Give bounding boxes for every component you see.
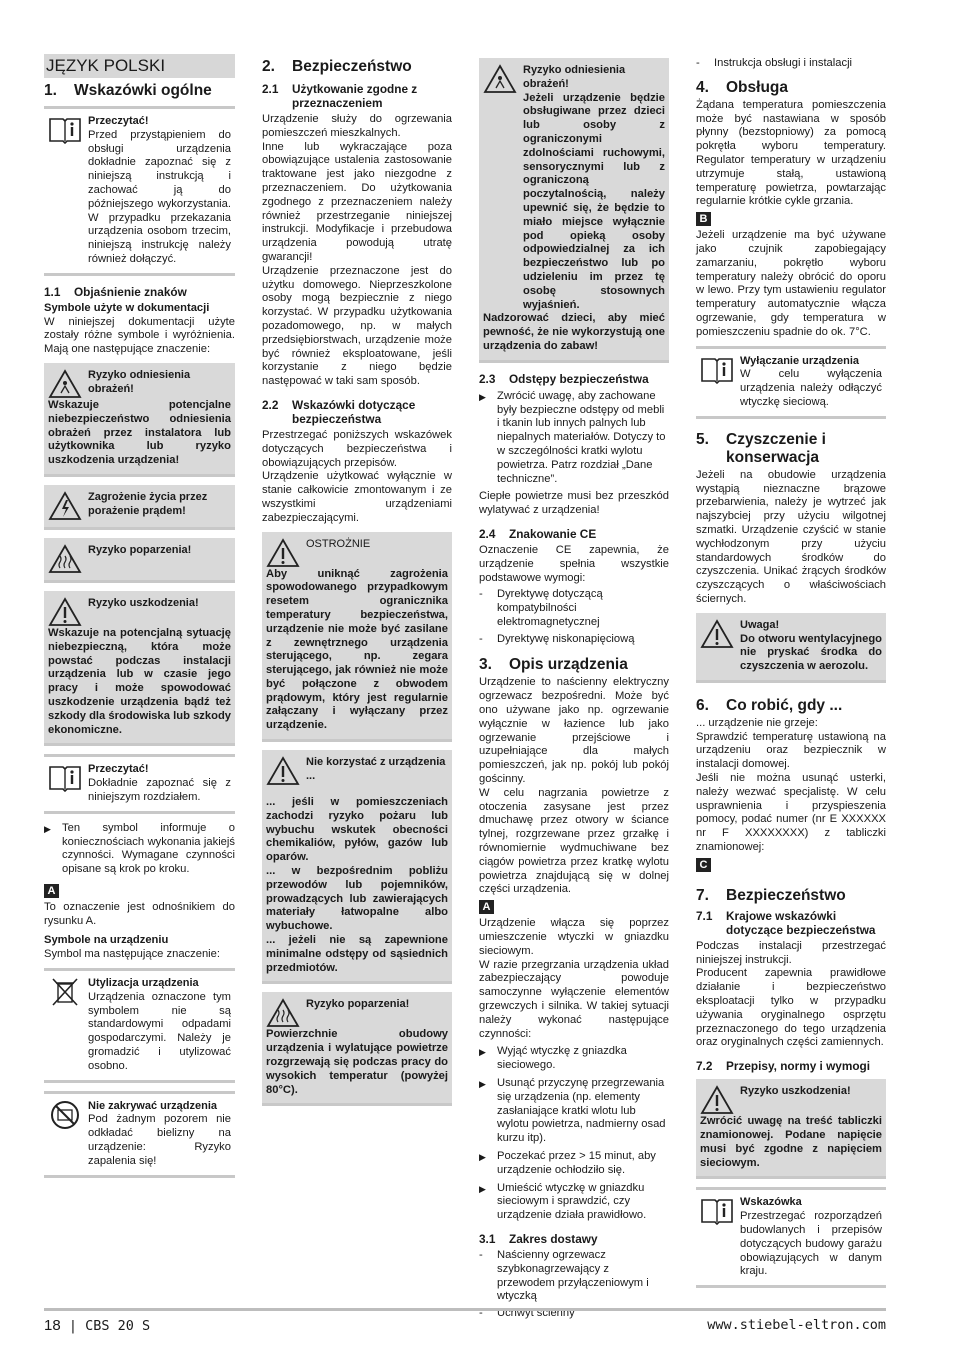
column-3: Ryzyko odniesienia obrażeń! Jeżeli urządzenie będzie obsługiwane przez dzieci lub osoby z ograniczonymi zdolnościami ruchowymi, sensorycznymi lub z ograniczoną poczytalnością, należy upewnić się, że będzie to miało miejsce wyłącznie pod opieką osoby odpowiedzialnej za ich bezpieczeństwo lub po udzieleniu im przez tę osobę stosownych wyjaśnień. Nadzorować dzieci, aby mieć pewność, że nie wykorzystują one urządzenia do zabaw! 2.3 Odstępy bezpieczeństwa ▶ Zwrócić uwagę, aby zachowane były bezpieczne odstępy od mebli i tkanin lub innych palnych lub niepalnych materiałów. Dotyczy to w szczególności kratki wylotu powietrza. Patrz rozdział „Dane techniczne”. Ciepłe powietrze musi bez przeszkód wylatywać z urządzenia! 2.4 Znakowanie CE Oznaczenie CE zapewnia, że urządzenie spełnia wszystkie podstawowe wymogi: - Dyrektywę dotyczącą kompatybilności elektromagnetycznej - Dyrektywę niskonapięciową 3. Opis urządzenia Urządzenie to naścienny elektryczny ogrzewacz bezpośredni. Może być ono używane jako np. ogrzewanie wyłącznie w łazience lub jako ogrzewanie przejściowe i uzupełniające dla małych pomieszczeń, jak np. pokój lub pokój gościnny. W celu nagrzania powietrze z otoczenia zasysane jest przez dmuchawę przez otwory w ściance tylnej, rozgrzewane przez grzałkę i równomiernie wydmuchiwane bez ciągów powietrza przez kratkę wylotu powietrza znajdującą się w dolnej części urządzenia. A Urządzenie włącza się poprzez umieszczenie wtyczki w gniazdku sieciowym. W razie przegrzania urządzenia układ zabezpieczający powoduje samoczynne wyłączenie elementów grzewczych i silnika. W takiej sytuacji należy wykonać następujące czynności: ▶ Wyjąć wtyczkę z gniazdka sieciowego. ▶ Usunąć przyczynę przegrzewania się urządzenia (np. elementy zasłaniające kratki wlotu lub wylotu powietrza, nadmierny osad kurzu itp). ▶ Poczekać przez > 15 minut, aby urządzenie ochłodziło się. ▶ Umieścić wtyczkę w gniazdku sieciowym i sprawdzić, czy urządzenie działa prawidłowo. 3.1 Zakres dostawy - Naścienny ogrzewacz szybkonagrzewający z przewodem przyłączeniowym i wtyczką - Uchwyt ścienny [479,58,669,1324]
arrow-bullet-icon: ▶ [479,1151,486,1162]
damage-risk-box: Ryzyko uszkodzenia! Wskazuje na potencjalną sytuację niebezpieczną, która może powstać podczas instalacji urządzenia lub w czasie jego pracy i może spowodować uszkodzenie urządzenia bądź też szkody dla środowiska lub szkody ekonomiczne. [44,591,235,746]
do-not-cover-icon [48,1100,82,1130]
exclamation-warning-icon [48,597,82,627]
list-item: - Uchwyt ścienny [479,1307,575,1320]
section-2-3-heading: 2.3 Odstępy bezpieczeństwa [479,371,649,386]
section-3-1-heading: 3.1 Zakres dostawy [479,1231,598,1246]
burn-risk-box: Ryzyko poparzenia! Powierzchnie obudowy urządzenia i wylatujące powietrze rozgrzewają się podczas pracy do wysokich temperatur (powyżej 80°C). [262,992,452,1106]
hint-box: Wskazówka Przestrzegać rozporządzeń budowlanych i przepisów dotyczących budowy garażu obowiązujących w danym kraju. [696,1187,886,1288]
electric-shock-icon [48,491,82,521]
list-item: ▶ Wyjąć wtyczkę z gniazdka sieciowego. [479,1045,627,1072]
shock-risk-box: Zagrożenie życia przez porażenie prądem! [44,485,235,530]
section-1-heading: 1. Wskazówki ogólne [44,82,212,99]
exclamation-warning-icon [700,619,734,649]
crossed-bin-icon [48,977,82,1007]
arrow-bullet-icon: ▶ [479,1079,486,1089]
book-info-icon [48,115,82,145]
do-not-cover-box: Nie zakrywać urządzenia Pod żadnym pozorem nie odkładać bielizny na urządzenie: Ryzyko zapalenia się! [44,1091,235,1178]
list-item: ▶ Usunąć przyczynę przegrzewania się urządzenia (np. elementy zasłaniające kratki wlotu lub wylotu powietrza, nadmierny osad kurzu itp). [479,1077,666,1145]
injury-warning-icon [483,64,517,94]
section-4-heading: 4. Obsługa [696,78,789,96]
children-injury-box: Ryzyko odniesienia obrażeń! Jeżeli urządzenie będzie obsługiwane przez dzieci lub osoby z ograniczonymi zdolnościami ruchowymi, sensorycznymi lub z ograniczoną poczytalnością, należy upewnić się, że będzie to miało miejsce wyłącznie pod opieką osoby odpowiedzialnej za ich bezpieczeństwo lub po udzieleniu im przez tę osobę stosownych wyjaśnień. Nadzorować dzieci, aby mieć pewność, że nie wykorzystują one urządzenia do zabaw! [479,58,669,363]
burn-risk-box: Ryzyko poparzenia! [44,538,235,583]
hot-surface-icon [266,998,300,1028]
section-1-1-heading: 1.1 Objaśnienie znaków [44,284,187,299]
section-7-2-heading: 7.2 Przepisy, normy i wymogi [696,1059,871,1074]
figure-ref-a: A [479,900,494,914]
read-notice-box: Przeczytać! Przed przystąpieniem do obsługi urządzenia dokładnie zapoznać się z niniejszą instrukcją i zachować ją do późniejszego wykorzystania. W przypadku przekazania urządzenia osobom trzecim, niniejszą instrukcję należy również dołączyć. [44,106,235,276]
language-header: JĘZYK POLSKI [44,54,235,78]
exclamation-warning-icon [266,538,300,568]
section-5-heading: 5. Czyszczenie i konserwacja [696,430,826,466]
attention-box: Uwaga! Do otworu wentylacyjnego nie pryskać środka do czyszczenia w aerozolu. [696,613,886,683]
book-info-icon [700,355,734,385]
list-item: ▶ Ten symbol informuje o koniecznościach wykonania jakiejś czynności. Wymagane czynności opisane są krok po kroku. [44,821,235,876]
list-item: - Dyrektywę niskonapięciową [479,632,635,645]
model-name: CBS 20 S [85,1318,151,1334]
switch-off-box: Wyłączanie urządzenia W celu wyłączenia urządzenia należy odłączyć wtyczkę sieciową. [696,346,886,419]
section-2-1-heading: 2.1 Użytkowanie zgodne z przeznaczeniem [262,82,418,110]
do-not-use-box: Nie korzystać z urządzenia ... ... jeśli w pomieszczeniach zachodzi ryzyko pożaru lub wybuchu wskutek obecności chemikaliów, pyłów, gazów lub oparów. ... w bezpośrednim pobliżu przewodów lub pojemników, prowadzących lub zawierających materiały łatwopalne albo wybuchowe. ... jeżeli nie są zapewnione minimalne odstępy od sąsiednich przedmiotów. [262,750,452,984]
hot-surface-icon [48,544,82,574]
arrow-bullet-icon: ▶ [44,823,51,834]
injury-warning-icon [48,369,82,399]
section-3-heading: 3. Opis urządzenia [479,656,628,674]
website-url: www.stiebel-eltron.com [707,1317,886,1333]
arrow-bullet-icon: ▶ [479,1183,486,1194]
page-number: 18 [44,1317,61,1334]
injury-risk-box: Ryzyko odniesienia obrażeń! Wskazuje potencjalne niebezpieczeństwo odniesienia obrażeń przez instalatora lub użytkownika lub ryzyko uszkodzenia urządzenia! [44,363,235,477]
exclamation-warning-icon [700,1085,734,1115]
list-item: - Dyrektywę dotyczącą kompatybilności elektromagnetycznej [479,588,603,628]
section-6-heading: 6. Co robić, gdy ... [696,696,843,714]
section-2-2-heading: 2.2 Wskazówki dotyczące bezpieczeństwa [262,397,416,426]
list-item: - Naścienny ogrzewacz szybkonagrzewający z przewodem przyłączeniowym i wtyczką [479,1248,649,1303]
column-1: JĘZYK POLSKI 1. Wskazówki ogólne Przeczytać! Przed przystąpieniem do obsługi urządzenia dokładnie zapoznać się z niniejszą instrukcją i zachować ją do późniejszego wykorzystania. W przypadku przekazania urządzenia osobom trzecim, niniejszą instrukcję należy również dołączyć. 1.1 Objaśnienie znaków Symbole użyte w dokumentacji W niniejszej dokumentacji użyte zostały różne symbole i wyróżnienia. Mają one następujące znaczenie: Ryzyko odniesienia obrażeń! Wskazuje potencjalne niebezpieczeństwo odniesienia obrażeń przez instalatora lub użytkownika lub ryzyko uszkodzenia urządzenia! Zagrożenie życia przez porażenie prądem! Ryzyko poparzenia! Ryzyko uszkodzenia! Wskazuje na potencjalną sytuację niebezpieczną, która może powstać podczas instalacji urządzenia lub w czasie jego pracy i może spowodować uszkodzenie urządzenia bądź też szkody dla środowiska lub szkody ekonomiczne. Przeczytać! Dokładnie zapoznać się z niniejszym rozdziałem. ▶ Ten symbol informuje o koniecznościach wykonania jakiejś czynności. Wymagane czynności opisane są krok po kroku. A To oznaczenie jest odnośnikiem do rysunku A. Symbole na urządzeniu Symbol ma następujące znaczenie: Utylizacja urządzenia Urządzenia oznaczone tym symbolem nie są standardowymi odpadami gospodarczymi. Należy je gromadzić i utylizować osobno. Nie zakrywać urządzenia Pod żadnym pozorem nie odkładać bielizny na urządzenie: Ryzyko zapalenia się! [44,54,235,1186]
exclamation-warning-icon [266,756,300,786]
section-7-heading: 7. Bezpieczeństwo [696,886,846,904]
disposal-box: Utylizacja urządzenia Urządzenia oznaczone tym symbolem nie są standardowymi odpadami gospodarczymi. Należy je gromadzić i utylizować osobno. [44,968,235,1083]
list-item: ▶ Zwrócić uwagę, aby zachowane były bezpieczne odstępy od mebli i tkanin lub innych palnych lub niepalnych materiałów. Dotyczy to w szczególności kratki wylotu powietrza. Patrz rozdział „Dane techniczne”. [479,389,666,485]
figure-ref-c: C [696,858,711,872]
column-4: - Instrukcja obsługi i instalacji 4. Obsługa Żądana temperatura pomieszczenia może być nastawiana w sposób płynny (bezstopniowy) za pomocą pokrętła wyboru temperatury. Regulator temperatury w urządzeniu utrzymuje stałą, ustawioną temperaturę powietrza, powtarzając regularnie krótkie cykle grzania. B Jeżeli urządzenie ma być używane jako czujnik zapobiegający zamarzaniu, pokrętło wyboru temperatury należy obrócić do oporu w lewo. Przy tym ustawieniu regulator temperatury automatycznie włącza ogrzewanie, gdy temperatura w pomieszczeniu spadnie do ok. 7°C. Wyłączanie urządzenia W celu wyłączenia urządzenia należy odłączyć wtyczkę sieciową. 5. Czyszczenie i konserwacja Jeżeli na obudowie urządzenia wystąpią nieznaczne brązowe przebarwienia, należy je wytrzeć jak najszybciej przy użyciu wilgotnej szmatki. Urządzenie czyścić w stanie wychłodzonym przy użyciu standardowych środków do czyszczenia. Unikać żrących środków czyszczących o właściwościach ściernych. Uwaga! Do otworu wentylacyjnego nie pryskać środka do czyszczenia w aerozolu. 6. Co robić, gdy ... ... urządzenie nie grzeje: Sprawdzić temperaturę ustawioną na urządzeniu oraz bezpiecznik w instalacji domowej. Jeśli nie można usunąć usterki, należy wezwać specjalistę. W celu usprawnienia i przyspieszenia pomocy, podać numer (nr E XXXXXX nr F XXXXXXXX) z tabliczki znamionowej: C 7. Bezpieczeństwo 7.1 Krajowe wskazówki dotyczące bezpieczeństwa Podczas instalacji przestrzegać niniejszej instrukcji. Producent zapewnia prawidłowe działanie i bezpieczeństwo eksploatacji tylko w przypadku używania oryginalnego osprzętu przeznaczonego do tego urządzenia oraz oryginalnych części zamiennych. 7.2 Przepisy, normy i wymogi Ryzyko uszkodzenia! Zwrócić uwagę na treść tabliczki znamionowej. Podane napięcie musi być zgodne z napięciem sieciowym. Wskazówka Przestrzegać rozporządzeń budowlanych i przepisów dotyczących budowy garażu obowiązujących w danym kraju. [696,54,886,1296]
page-footer: 18 | CBS 20 S www.stiebel-eltron.com [44,1308,886,1334]
section-2-4-heading: 2.4 Znakowanie CE [479,526,597,541]
arrow-bullet-icon: ▶ [479,391,486,402]
column-2: 2. Bezpieczeństwo 2.1 Użytkowanie zgodne z przeznaczeniem Urządzenie służy do ogrzewania pomieszczeń mieszkalnych. Inne lub wykraczające poza obowiązujące ustalenia zastosowanie traktowane jest jako niezgodne z przeznaczeniem. Do użytkowania zgodnego z przeznaczeniem należy również przestrzeganie niniejszej instrukcji. Modyfikacje i przebudowa urządzenia powodują utratę gwarancji! Urządzenie przeznaczone jest do użytku domowego. Nieprzeszkolone osoby mogą bezpiecznie z niego korzystać. W przypadku użytkowania pozadomowego, np. w małych przedsiębiorstwach, urządzenie może być również eksploatowane, jeśli korzystanie z niego będzie następować w taki sam sposób. 2.2 Wskazówki dotyczące bezpieczeństwa Przestrzegać poniższych wskazówek dotyczących bezpieczeństwa i obowiązujących przepisów. Urządzenie użytkować wyłącznie w stanie całkowicie zmontowanym i ze wszystkimi urządzeniami zabezpieczającymi. OSTROŻNIE Aby uniknąć zagrożenia spowodowanego przypadkowym resetem ogranicznika temperatury bezpieczeństwa, urządzenie nie może być zasilane z zewnętrznego urządzenia sterującego, np. zegara sterującego, jak również nie może być połączone z obwodem prądowym, który jest regularnie załączany i wyłączany przez urządzenie. Nie korzystać z urządzenia ... ... jeśli w pomieszczeniach zachodzi ryzyko pożaru lub wybuchu wskutek obecności chemikaliów, pyłów, gazów lub oparów. ... w bezpośrednim pobliżu przewodów lub pojemników, prowadzących lub zawierających materiały łatwopalne albo wybuchowe. ... jeżeli nie są zapewnione minimalne odstępy od sąsiednich przedmiotów. Ryzyko poparzenia! Powierzchnie obudowy urządzenia i wylatujące powietrze rozgrzewają się podczas pracy do wysokich temperatur (powyżej 80°C). [262,54,452,1114]
section-2-heading: 2. Bezpieczeństwo [262,58,412,75]
list-item: ▶ Poczekać przez > 15 minut, aby urządzenie ochłodziło się. [479,1149,656,1176]
arrow-bullet-icon: ▶ [479,1047,486,1058]
caution-box: OSTROŻNIE Aby uniknąć zagrożenia spowodowanego przypadkowym resetem ogranicznika temperatury bezpieczeństwa, urządzenie nie może być zasilane z zewnętrznego urządzenia sterującego, np. zegara sterującego, jak również nie może być połączone z obwodem prądowym, który jest regularnie załączany i wyłączany przez urządzenie. [262,532,452,743]
book-info-icon [48,763,82,793]
list-item: - Instrukcja obsługi i instalacji [696,57,853,69]
read-chapter-box: Przeczytać! Dokładnie zapoznać się z niniejszym rozdziałem. [44,754,235,813]
figure-ref-a: A [44,884,59,898]
list-item: ▶ Umieścić wtyczkę w gniazdku sieciowym i sprawdzić, czy urządzenie działa prawidłowo. [479,1181,647,1222]
section-7-1-heading: 7.1 Krajowe wskazówki dotyczące bezpieczeństwa [696,908,876,937]
figure-ref-b: B [696,212,711,226]
book-info-icon [700,1196,734,1226]
damage-risk-box: Ryzyko uszkodzenia! Zwrócić uwagę na treść tabliczki znamionowej. Podane napięcie musi być zgodne z napięciem sieciowym. [696,1079,886,1179]
